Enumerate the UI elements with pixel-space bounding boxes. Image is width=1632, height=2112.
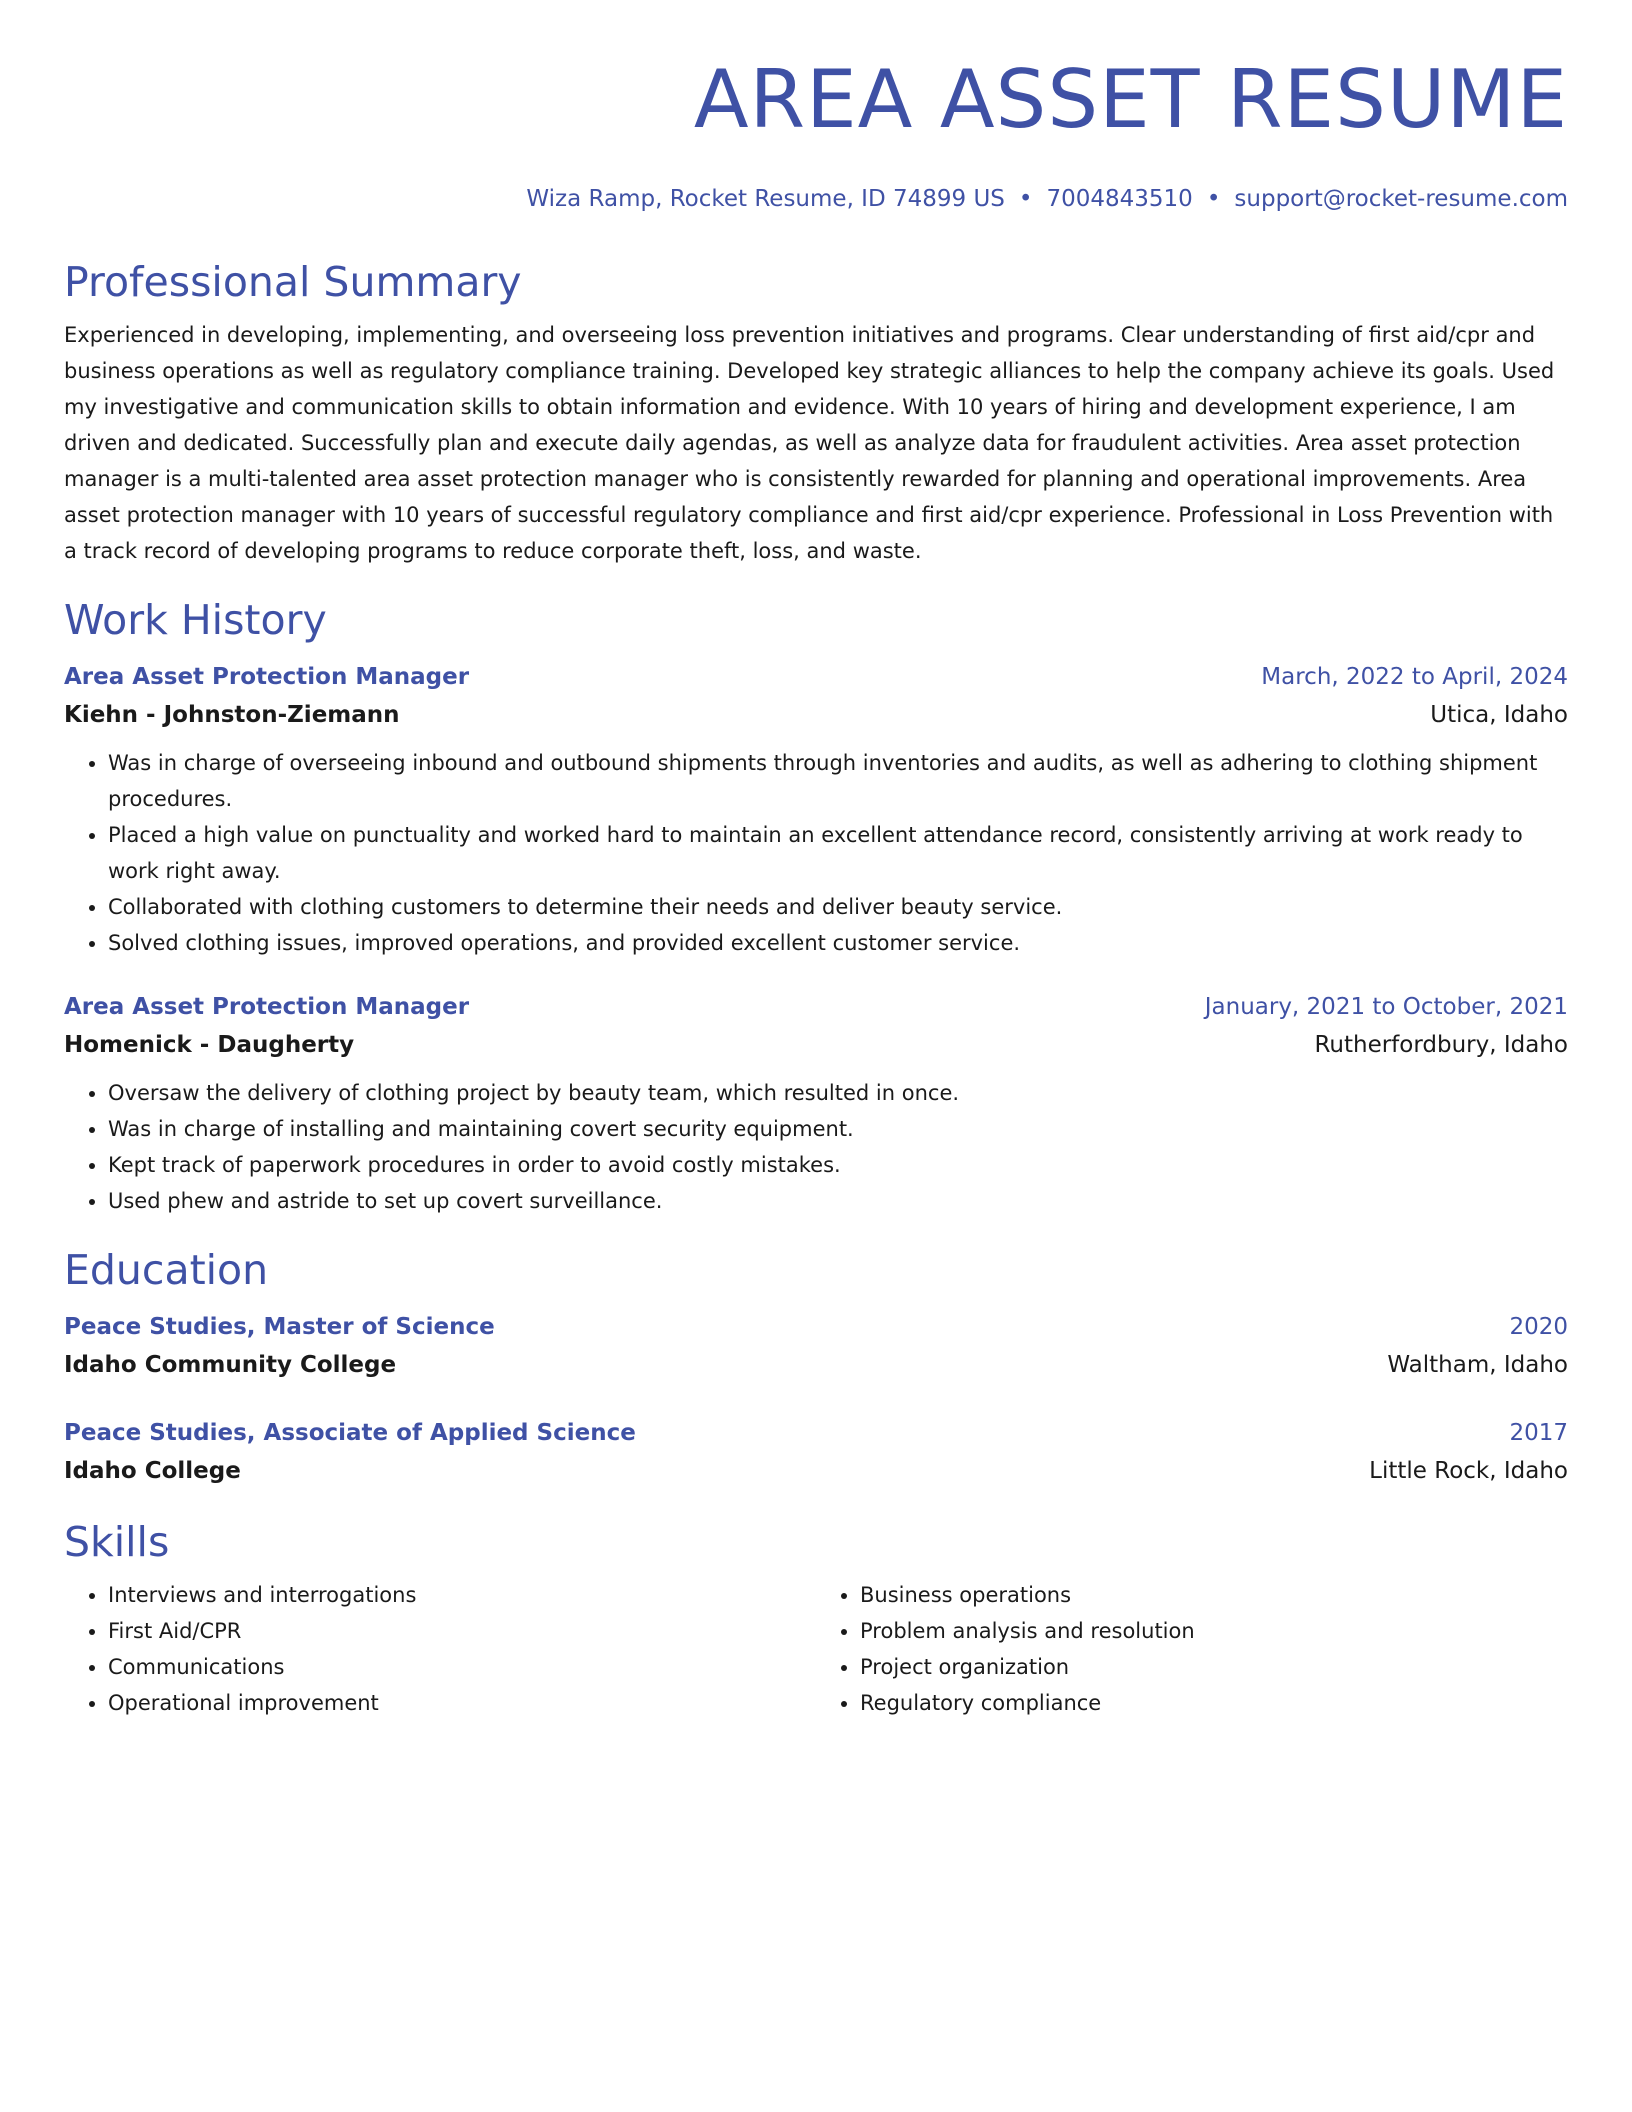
job-location: Rutherfordbury, Idaho bbox=[1314, 1032, 1568, 1058]
contact-address: Wiza Ramp, Rocket Resume, ID 74899 US bbox=[526, 186, 1005, 212]
work-history-section bbox=[64, 595, 1568, 1219]
skill-item: • Operational improvement bbox=[108, 1685, 816, 1721]
job-bullet: • Kept track of paperwork procedures in order to avoid costly mistakes. bbox=[108, 1147, 1568, 1183]
degree-row bbox=[64, 1309, 1568, 1345]
education-section bbox=[64, 1245, 1568, 1491]
resume-header bbox=[64, 52, 1568, 214]
contact-phone: 7004843510 bbox=[1046, 186, 1193, 212]
degree-name: Peace Studies, Associate of Applied Science bbox=[64, 1420, 636, 1446]
job-company-row bbox=[64, 695, 1568, 735]
job-position: Area Asset Protection Manager bbox=[64, 664, 470, 690]
job-entry bbox=[64, 989, 1568, 1219]
summary-heading: Professional Summary bbox=[64, 258, 522, 306]
job-position: Area Asset Protection Manager bbox=[64, 994, 470, 1020]
job-bullet: • Was in charge of overseeing inbound and outbound shipments through inventories and audits, as well as adhering to clothing shipment procedures. bbox=[108, 745, 1568, 817]
job-title-row bbox=[64, 989, 1568, 1025]
job-bullet: • Placed a high value on punctuality and worked hard to maintain an excellent attendance record, consistently arriving at work ready to work right away. bbox=[108, 817, 1568, 889]
degree-row bbox=[64, 1415, 1568, 1451]
job-entry bbox=[64, 659, 1568, 961]
skill-item: • Interviews and interrogations bbox=[108, 1577, 816, 1613]
skill-item: • First Aid/CPR bbox=[108, 1613, 816, 1649]
contact-email: support@rocket-resume.com bbox=[1234, 186, 1568, 212]
skills-section bbox=[64, 1517, 1568, 1721]
job-bullets bbox=[64, 745, 1568, 961]
education-entry bbox=[64, 1309, 1568, 1385]
skill-item: • Problem analysis and resolution bbox=[860, 1613, 1568, 1649]
skill-item: • Regulatory compliance bbox=[860, 1685, 1568, 1721]
summary-text: Experienced in developing, implementing, and overseeing loss prevention initiatives and programs. Clear understanding of first aid/cpr and business operations as well as regulatory compliance training. Developed key strategic alliances to help the company achieve its goals. Used my investigative and communication skills to obtain information and evidence. With 10 years of hiring and development experience, I am driven and dedicated. Successfully plan and execute daily agendas, as well as analyze data for fraudulent activities. Area asset protection manager is a multi-talented area asset protection manager who is consistently rewarded for planning and operational improvements. Area asset protection manager with 10 years of successful regulatory compliance and first aid/cpr experience. Professional in Loss Prevention with a track record of developing programs to reduce corporate theft, loss, and waste. bbox=[64, 323, 1555, 563]
school-row bbox=[64, 1451, 1568, 1491]
job-dates: March, 2022 to April, 2024 bbox=[1261, 664, 1568, 690]
summary-section bbox=[64, 257, 1568, 569]
work-history-heading: Work History bbox=[64, 596, 327, 644]
skills-column-right bbox=[816, 1577, 1568, 1721]
school-name: Idaho College bbox=[64, 1458, 241, 1484]
contact-separator: • bbox=[1018, 186, 1033, 212]
resume-name: AREA ASSET RESUME bbox=[693, 53, 1568, 146]
contact-line bbox=[64, 184, 1568, 214]
school-row bbox=[64, 1345, 1568, 1385]
job-bullet: • Used phew and astride to set up covert surveillance. bbox=[108, 1183, 1568, 1219]
job-bullet: • Was in charge of installing and maintaining covert security equipment. bbox=[108, 1111, 1568, 1147]
school-location: Little Rock, Idaho bbox=[1369, 1458, 1568, 1484]
skills-column-left bbox=[64, 1577, 816, 1721]
job-location: Utica, Idaho bbox=[1430, 702, 1568, 728]
education-heading: Education bbox=[64, 1246, 269, 1294]
job-bullet: • Oversaw the delivery of clothing project by beauty team, which resulted in once. bbox=[108, 1075, 1568, 1111]
skill-item: • Project organization bbox=[860, 1649, 1568, 1685]
job-company-row bbox=[64, 1025, 1568, 1065]
school-location: Waltham, Idaho bbox=[1387, 1352, 1568, 1378]
skill-item: • Business operations bbox=[860, 1577, 1568, 1613]
degree-year: 2020 bbox=[1509, 1314, 1568, 1340]
skills-heading: Skills bbox=[64, 1518, 170, 1566]
contact-separator: • bbox=[1206, 186, 1221, 212]
skill-item: • Communications bbox=[108, 1649, 816, 1685]
job-bullet: • Solved clothing issues, improved operations, and provided excellent customer service. bbox=[108, 925, 1568, 961]
school-name: Idaho Community College bbox=[64, 1352, 397, 1378]
job-title-row bbox=[64, 659, 1568, 695]
degree-year: 2017 bbox=[1509, 1420, 1568, 1446]
job-company: Homenick - Daugherty bbox=[64, 1032, 355, 1058]
job-dates: January, 2021 to October, 2021 bbox=[1204, 994, 1568, 1020]
degree-name: Peace Studies, Master of Science bbox=[64, 1314, 495, 1340]
job-bullet: • Collaborated with clothing customers to determine their needs and deliver beauty service. bbox=[108, 889, 1568, 925]
skills-grid bbox=[64, 1577, 1568, 1721]
job-company: Kiehn - Johnston-Ziemann bbox=[64, 702, 400, 728]
education-entry bbox=[64, 1415, 1568, 1491]
job-bullets bbox=[64, 1075, 1568, 1219]
